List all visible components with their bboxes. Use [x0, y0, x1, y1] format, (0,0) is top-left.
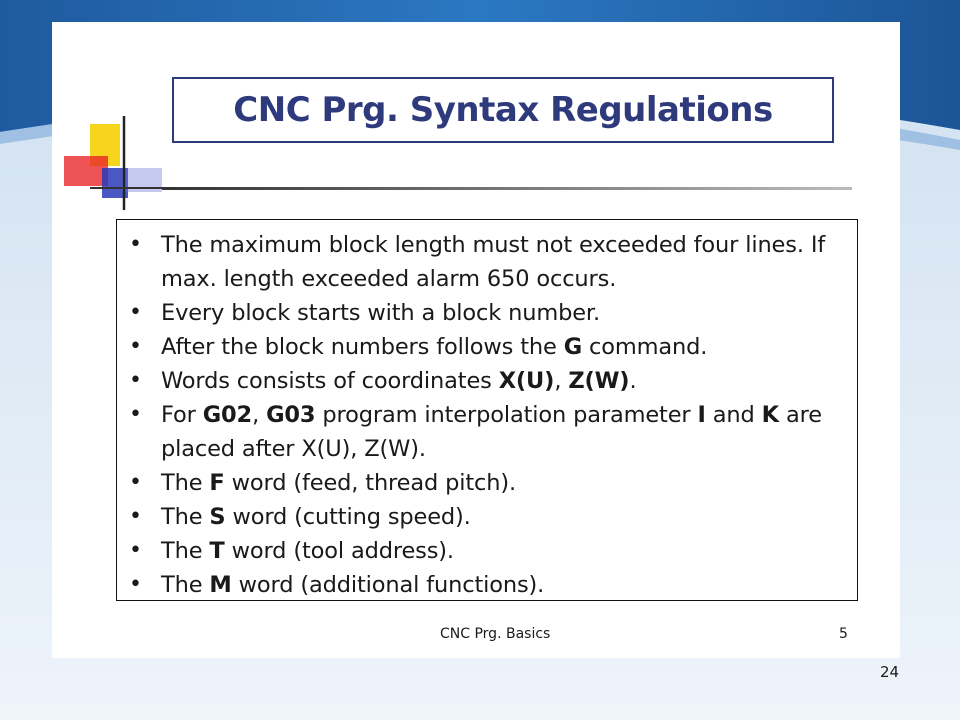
bullet-text-run: word (additional functions). [231, 572, 545, 598]
bullet-text-run: The maximum block length must not exceeded four lines. If max. length exceeded alarm 650 occurs. [161, 232, 826, 292]
page-number: 24 [880, 663, 900, 681]
bullet-text-run: The [161, 572, 210, 598]
bullet-bold-run: F [209, 470, 225, 496]
bullet-text-run: Words consists of coordinates [161, 368, 499, 394]
bullet-bold-run: I [697, 402, 706, 428]
bullet-text-run: , [252, 402, 267, 428]
footer-label: CNC Prg. Basics [440, 626, 551, 642]
bullet-dot-icon: • [129, 402, 142, 427]
bullet-bold-run: G02 [202, 402, 253, 428]
bullet-item [117, 534, 857, 568]
bullet-text-run: After the block numbers follows the [161, 334, 564, 360]
bullet-item [117, 466, 857, 500]
bullet-item [117, 500, 857, 534]
title-rule [162, 186, 852, 192]
bullet-text-run: are placed after X(U), Z(W). [161, 402, 822, 462]
bullet-text-run: . [629, 368, 637, 394]
bullet-dot-icon: • [129, 538, 142, 563]
bullet-bold-run: K [761, 402, 779, 428]
bullet-text-run: The [161, 538, 210, 564]
footer-slide-number: 5 [839, 626, 848, 642]
bullet-text-run: For [161, 402, 203, 428]
bullet-text-run: program interpolation parameter [315, 402, 698, 428]
bullet-text-run: word (tool address). [224, 538, 454, 564]
bullet-item [117, 330, 857, 364]
bullet-bold-run: T [209, 538, 225, 564]
bullet-item [117, 296, 857, 330]
bullet-dot-icon: • [129, 300, 142, 325]
bullet-dot-icon: • [129, 470, 142, 495]
bullet-bold-run: G03 [266, 402, 316, 428]
bullet-text-run: , [554, 368, 569, 394]
bullet-bold-run: S [209, 504, 226, 530]
bullet-item [117, 568, 857, 602]
bullet-text-run: The [161, 504, 210, 530]
slide [52, 22, 900, 658]
slide-logo-icon [62, 112, 172, 212]
slide-title: CNC Prg. Syntax Regulations [233, 90, 773, 130]
bullet-text-run: Every block starts with a block number. [161, 300, 600, 326]
bullet-bold-run: M [209, 572, 232, 598]
bullet-text-run: The [161, 470, 210, 496]
bullet-item [117, 364, 857, 398]
bullet-bold-run: X(U) [498, 368, 555, 394]
bullet-dot-icon: • [129, 334, 142, 359]
bullet-text-run: word (cutting speed). [225, 504, 471, 530]
bullet-dot-icon: • [129, 504, 142, 529]
bullet-dot-icon: • [129, 232, 142, 257]
bullet-dot-icon: • [129, 368, 142, 393]
bullet-bold-run: G [563, 334, 583, 360]
bullet-item [117, 398, 857, 466]
bullet-text-run: command. [582, 334, 708, 360]
bullet-list [117, 220, 857, 602]
bullet-dot-icon: • [129, 572, 142, 597]
bullet-text-run: and [705, 402, 762, 428]
bullet-bold-run: Z(W) [568, 368, 630, 394]
title-box [172, 77, 834, 143]
bullet-item [117, 228, 857, 296]
content-box [116, 219, 858, 601]
bullet-text-run: word (feed, thread pitch). [224, 470, 516, 496]
